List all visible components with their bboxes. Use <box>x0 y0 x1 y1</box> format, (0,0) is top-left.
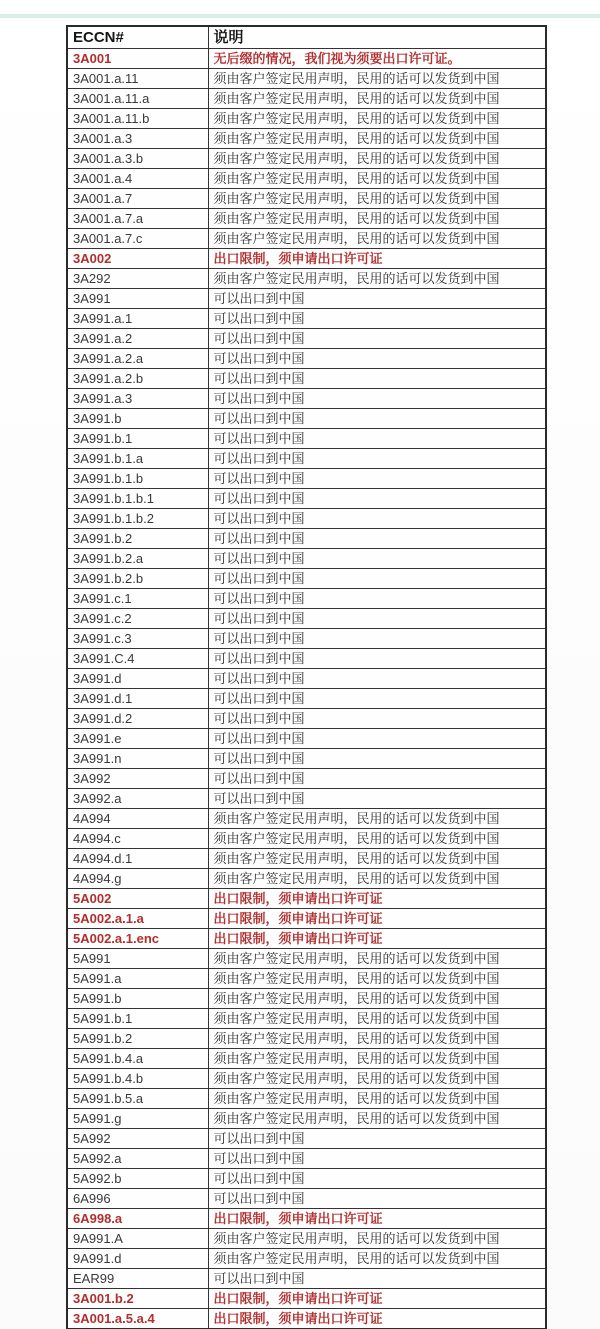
eccn-code-cell: 3A001.a.7.a <box>67 209 208 229</box>
description-cell: 可以出口到中国 <box>208 729 546 749</box>
description-cell: 须由客户签定民用声明，民用的话可以发货到中国 <box>208 1229 546 1249</box>
table-row <box>67 209 546 229</box>
table-row <box>67 1209 546 1229</box>
description-cell: 可以出口到中国 <box>208 429 546 449</box>
table-row <box>67 909 546 929</box>
description-cell: 须由客户签定民用声明，民用的话可以发货到中国 <box>208 189 546 209</box>
table-row <box>67 849 546 869</box>
description-cell: 可以出口到中国 <box>208 509 546 529</box>
table-row <box>67 269 546 289</box>
table-row <box>67 809 546 829</box>
eccn-code-cell: 3A002 <box>67 249 208 269</box>
table-row <box>67 249 546 269</box>
eccn-code-cell: 3A001.a.11.b <box>67 109 208 129</box>
description-cell: 须由客户签定民用声明，民用的话可以发货到中国 <box>208 169 546 189</box>
col-header-eccn: ECCN# <box>67 26 208 49</box>
description-cell: 须由客户签定民用声明，民用的话可以发货到中国 <box>208 109 546 129</box>
table-row <box>67 1069 546 1089</box>
eccn-code-cell: 3A991.a.1 <box>67 309 208 329</box>
eccn-code-cell: 3A001.a.11.a <box>67 89 208 109</box>
description-cell: 可以出口到中国 <box>208 389 546 409</box>
eccn-code-cell: 4A994.c <box>67 829 208 849</box>
table-row <box>67 529 546 549</box>
description-cell: 须由客户签定民用声明，民用的话可以发货到中国 <box>208 869 546 889</box>
eccn-code-cell: 3A001.a.11 <box>67 69 208 89</box>
eccn-code-cell: 9A991.A <box>67 1229 208 1249</box>
description-cell: 须由客户签定民用声明，民用的话可以发货到中国 <box>208 1089 546 1109</box>
eccn-code-cell: 3A001.b.2 <box>67 1289 208 1309</box>
table-row <box>67 1229 546 1249</box>
description-cell: 可以出口到中国 <box>208 309 546 329</box>
table-row <box>67 689 546 709</box>
table-row <box>67 829 546 849</box>
table-row <box>67 469 546 489</box>
col-header-description: 说明 <box>208 26 546 49</box>
eccn-code-cell: 3A001.a.3 <box>67 129 208 149</box>
table-row <box>67 549 546 569</box>
description-cell: 须由客户签定民用声明，民用的话可以发货到中国 <box>208 69 546 89</box>
eccn-code-cell: 3A991.C.4 <box>67 649 208 669</box>
eccn-code-cell: 3A991.b.1.b <box>67 469 208 489</box>
table-row <box>67 289 546 309</box>
description-cell: 出口限制，须申请出口许可证 <box>208 909 546 929</box>
description-cell: 可以出口到中国 <box>208 649 546 669</box>
eccn-code-cell: 5A991.b.5.a <box>67 1089 208 1109</box>
table-row <box>67 389 546 409</box>
description-cell: 须由客户签定民用声明，民用的话可以发货到中国 <box>208 1009 546 1029</box>
table-row <box>67 1009 546 1029</box>
eccn-code-cell: 3A991.b.1.b.2 <box>67 509 208 529</box>
description-cell: 出口限制，须申请出口许可证 <box>208 889 546 909</box>
eccn-code-cell: 5A991 <box>67 949 208 969</box>
eccn-code-cell: 5A002.a.1.a <box>67 909 208 929</box>
description-cell: 可以出口到中国 <box>208 489 546 509</box>
table-row <box>67 1029 546 1049</box>
table-row <box>67 49 546 69</box>
description-cell: 可以出口到中国 <box>208 669 546 689</box>
eccn-code-cell: 3A001.a.3.b <box>67 149 208 169</box>
description-cell: 须由客户签定民用声明，民用的话可以发货到中国 <box>208 849 546 869</box>
table-row <box>67 889 546 909</box>
eccn-code-cell: 3A001.a.7 <box>67 189 208 209</box>
description-cell: 可以出口到中国 <box>208 1169 546 1189</box>
eccn-code-cell: 3A991.a.3 <box>67 389 208 409</box>
table-row <box>67 1129 546 1149</box>
description-cell: 可以出口到中国 <box>208 1149 546 1169</box>
description-cell: 可以出口到中国 <box>208 1269 546 1289</box>
eccn-code-cell: 4A994.g <box>67 869 208 889</box>
table-row <box>67 989 546 1009</box>
description-cell: 可以出口到中国 <box>208 589 546 609</box>
description-cell: 可以出口到中国 <box>208 569 546 589</box>
description-cell: 可以出口到中国 <box>208 609 546 629</box>
description-cell: 出口限制，须申请出口许可证 <box>208 1309 546 1329</box>
table-row <box>67 89 546 109</box>
table-row <box>67 649 546 669</box>
eccn-code-cell: 3A992 <box>67 769 208 789</box>
table-row <box>67 1289 546 1309</box>
eccn-code-cell: 3A991.c.3 <box>67 629 208 649</box>
description-cell: 可以出口到中国 <box>208 1189 546 1209</box>
eccn-code-cell: 3A991.n <box>67 749 208 769</box>
table-row <box>67 129 546 149</box>
table-row <box>67 309 546 329</box>
table-row <box>67 69 546 89</box>
table-row <box>67 149 546 169</box>
description-cell: 须由客户签定民用声明，民用的话可以发货到中国 <box>208 969 546 989</box>
table-row <box>67 1149 546 1169</box>
eccn-code-cell: 4A994 <box>67 809 208 829</box>
scan-artifact-band <box>0 14 600 18</box>
table-row <box>67 429 546 449</box>
table-row <box>67 109 546 129</box>
description-cell: 须由客户签定民用声明，民用的话可以发货到中国 <box>208 1249 546 1269</box>
description-cell: 须由客户签定民用声明，民用的话可以发货到中国 <box>208 809 546 829</box>
eccn-code-cell: 3A991.c.2 <box>67 609 208 629</box>
eccn-code-cell: 3A991.b.1.a <box>67 449 208 469</box>
description-cell: 可以出口到中国 <box>208 409 546 429</box>
table-row <box>67 1089 546 1109</box>
table-row <box>67 569 546 589</box>
description-cell: 可以出口到中国 <box>208 529 546 549</box>
table-row <box>67 229 546 249</box>
description-cell: 须由客户签定民用声明，民用的话可以发货到中国 <box>208 89 546 109</box>
eccn-code-cell: 5A991.a <box>67 969 208 989</box>
eccn-code-cell: 3A991.c.1 <box>67 589 208 609</box>
eccn-code-cell: 5A002 <box>67 889 208 909</box>
eccn-code-cell: 5A991.b.4.b <box>67 1069 208 1089</box>
eccn-code-cell: 3A991.b <box>67 409 208 429</box>
description-cell: 须由客户签定民用声明，民用的话可以发货到中国 <box>208 1069 546 1089</box>
description-cell: 须由客户签定民用声明，民用的话可以发货到中国 <box>208 269 546 289</box>
table-row <box>67 929 546 949</box>
header-row <box>67 26 546 49</box>
table-row <box>67 169 546 189</box>
eccn-code-cell: 5A002.a.1.enc <box>67 929 208 949</box>
description-cell: 出口限制，须申请出口许可证 <box>208 929 546 949</box>
description-cell: 可以出口到中国 <box>208 769 546 789</box>
eccn-code-cell: 5A992.b <box>67 1169 208 1189</box>
description-cell: 出口限制，须申请出口许可证 <box>208 1289 546 1309</box>
table-row <box>67 749 546 769</box>
description-cell: 须由客户签定民用声明，民用的话可以发货到中国 <box>208 129 546 149</box>
table-row <box>67 329 546 349</box>
table-row <box>67 369 546 389</box>
eccn-code-cell: 5A991.b.2 <box>67 1029 208 1049</box>
table-row <box>67 729 546 749</box>
eccn-code-cell: EAR99 <box>67 1269 208 1289</box>
eccn-code-cell: 3A991.a.2.b <box>67 369 208 389</box>
eccn-code-cell: 3A991.b.2.b <box>67 569 208 589</box>
eccn-code-cell: 5A992.a <box>67 1149 208 1169</box>
description-cell: 须由客户签定民用声明，民用的话可以发货到中国 <box>208 1029 546 1049</box>
table-row <box>67 189 546 209</box>
table-row <box>67 869 546 889</box>
description-cell: 须由客户签定民用声明，民用的话可以发货到中国 <box>208 829 546 849</box>
eccn-code-cell: 4A994.d.1 <box>67 849 208 869</box>
table-row <box>67 409 546 429</box>
eccn-code-cell: 3A991 <box>67 289 208 309</box>
description-cell: 可以出口到中国 <box>208 749 546 769</box>
table-row <box>67 1049 546 1069</box>
eccn-code-cell: 5A991.b.4.a <box>67 1049 208 1069</box>
eccn-code-cell: 3A991.b.2.a <box>67 549 208 569</box>
description-cell: 可以出口到中国 <box>208 549 546 569</box>
description-cell: 须由客户签定民用声明，民用的话可以发货到中国 <box>208 149 546 169</box>
description-cell: 可以出口到中国 <box>208 1129 546 1149</box>
description-cell: 可以出口到中国 <box>208 329 546 349</box>
table-row <box>67 1109 546 1129</box>
description-cell: 须由客户签定民用声明，民用的话可以发货到中国 <box>208 209 546 229</box>
table-row <box>67 1169 546 1189</box>
eccn-code-cell: 3A991.d.1 <box>67 689 208 709</box>
table-row <box>67 1269 546 1289</box>
description-cell: 须由客户签定民用声明，民用的话可以发货到中国 <box>208 989 546 1009</box>
description-cell: 可以出口到中国 <box>208 629 546 649</box>
table-row <box>67 789 546 809</box>
eccn-code-cell: 6A996 <box>67 1189 208 1209</box>
description-cell: 可以出口到中国 <box>208 789 546 809</box>
eccn-code-cell: 3A001 <box>67 49 208 69</box>
description-cell: 须由客户签定民用声明，民用的话可以发货到中国 <box>208 229 546 249</box>
table-row <box>67 969 546 989</box>
eccn-code-cell: 3A001.a.4 <box>67 169 208 189</box>
table-body <box>67 49 546 1329</box>
eccn-code-cell: 3A991.e <box>67 729 208 749</box>
description-cell: 须由客户签定民用声明，民用的话可以发货到中国 <box>208 949 546 969</box>
table-row <box>67 509 546 529</box>
table-row <box>67 1249 546 1269</box>
table-row <box>67 949 546 969</box>
table-row <box>67 449 546 469</box>
table-row <box>67 669 546 689</box>
description-cell: 出口限制，须申请出口许可证 <box>208 1209 546 1229</box>
eccn-code-cell: 5A991.b.1 <box>67 1009 208 1029</box>
description-cell: 出口限制，须申请出口许可证 <box>208 249 546 269</box>
eccn-code-cell: 3A991.b.1.b.1 <box>67 489 208 509</box>
eccn-code-cell: 3A991.a.2.a <box>67 349 208 369</box>
table-row <box>67 609 546 629</box>
table-row <box>67 1189 546 1209</box>
eccn-code-cell: 3A292 <box>67 269 208 289</box>
table-row <box>67 589 546 609</box>
description-cell: 可以出口到中国 <box>208 449 546 469</box>
description-cell: 可以出口到中国 <box>208 349 546 369</box>
table-row <box>67 349 546 369</box>
table-row <box>67 769 546 789</box>
description-cell: 可以出口到中国 <box>208 689 546 709</box>
description-cell: 须由客户签定民用声明，民用的话可以发货到中国 <box>208 1049 546 1069</box>
eccn-code-cell: 5A992 <box>67 1129 208 1149</box>
table-row <box>67 709 546 729</box>
eccn-code-cell: 3A991.b.2 <box>67 529 208 549</box>
table-row <box>67 629 546 649</box>
eccn-code-cell: 5A991.b <box>67 989 208 1009</box>
eccn-code-cell: 3A991.b.1 <box>67 429 208 449</box>
description-cell: 可以出口到中国 <box>208 369 546 389</box>
eccn-code-cell: 5A991.g <box>67 1109 208 1129</box>
eccn-code-cell: 6A998.a <box>67 1209 208 1229</box>
eccn-table <box>66 25 547 1329</box>
eccn-code-cell: 3A001.a.5.a.4 <box>67 1309 208 1329</box>
eccn-code-cell: 3A991.d <box>67 669 208 689</box>
description-cell: 可以出口到中国 <box>208 469 546 489</box>
eccn-code-cell: 3A001.a.7.c <box>67 229 208 249</box>
table-row <box>67 1309 546 1329</box>
eccn-code-cell: 3A991.a.2 <box>67 329 208 349</box>
table-row <box>67 489 546 509</box>
description-cell: 须由客户签定民用声明，民用的话可以发货到中国 <box>208 1109 546 1129</box>
description-cell: 可以出口到中国 <box>208 709 546 729</box>
eccn-code-cell: 9A991.d <box>67 1249 208 1269</box>
description-cell: 可以出口到中国 <box>208 289 546 309</box>
eccn-code-cell: 3A992.a <box>67 789 208 809</box>
eccn-code-cell: 3A991.d.2 <box>67 709 208 729</box>
description-cell: 无后缀的情况，我们视为须要出口许可证。 <box>208 49 546 69</box>
